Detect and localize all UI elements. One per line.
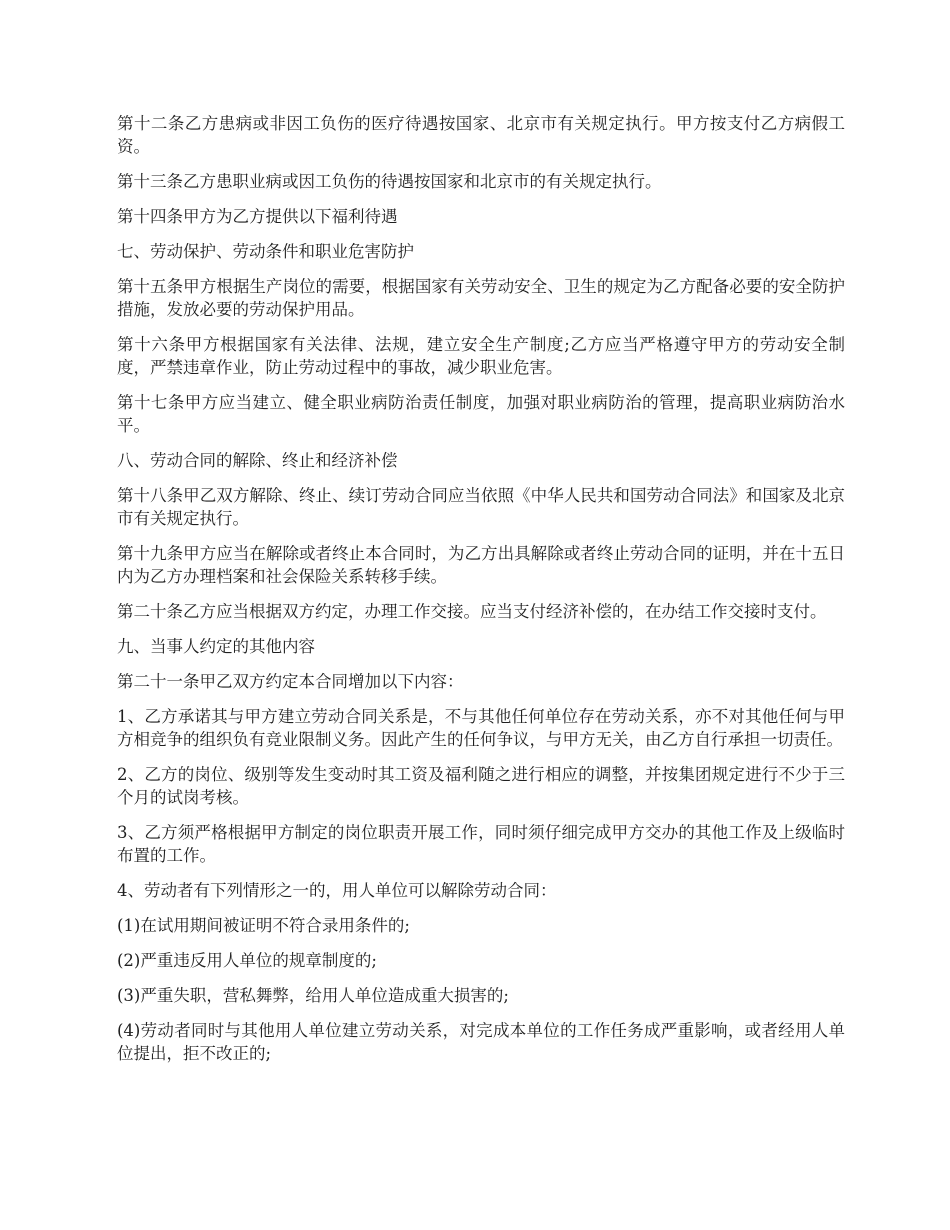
section-heading-8: 八、劳动合同的解除、终止和经济补偿 <box>117 451 398 470</box>
clause-19: 第十九条甲方应当在解除或者终止本合同时，为乙方出具解除或者终止劳动合同的证明，并在十五日内为乙方办理档案和社会保险关系转移手续。 <box>117 544 845 586</box>
clause-21: 第二十一条甲乙双方约定本合同增加以下内容： <box>117 672 464 691</box>
clause-15: 第十五条甲方根据生产岗位的需要，根据国家有关劳动安全、卫生的规定为乙方配备必要的安全防护措施，发放必要的劳动保护用品。 <box>117 277 845 319</box>
clause-12: 第十二条乙方患病或非因工负伤的医疗待遇按国家、北京市有关规定执行。甲方按支付乙方病假工资。 <box>117 114 845 156</box>
agreement-item-2: 2、乙方的岗位、级别等发生变动时其工资及福利随之进行相应的调整，并按集团规定进行不少于三个月的试岗考核。 <box>117 765 845 807</box>
clause-17: 第十七条甲方应当建立、健全职业病防治责任制度，加强对职业病防治的管理，提高职业病防治水平。 <box>117 393 845 435</box>
agreement-item-4: 4、劳动者有下列情形之一的，用人单位可以解除劳动合同： <box>117 881 557 900</box>
clause-18: 第十八条甲乙双方解除、终止、续订劳动合同应当依照《中华人民共和国劳动合同法》和国家及北京市有关规定执行。 <box>117 486 845 528</box>
clause-20: 第二十条乙方应当根据双方约定，办理工作交接。应当支付经济补偿的，在办结工作交接时支付。 <box>117 602 827 621</box>
termination-case-1: (1)在试用期间被证明不符合录用条件的; <box>117 916 410 935</box>
agreement-item-3: 3、乙方须严格根据甲方制定的岗位职责开展工作，同时须仔细完成甲方交办的其他工作及上级临时布置的工作。 <box>117 823 845 865</box>
termination-case-3: (3)严重失职，营私舞弊，给用人单位造成重大损害的; <box>117 986 509 1005</box>
section-heading-7: 七、劳动保护、劳动条件和职业危害防护 <box>117 242 414 261</box>
clause-16: 第十六条甲方根据国家有关法律、法规，建立安全生产制度;乙方应当严格遵守甲方的劳动安全制度，严禁违章作业，防止劳动过程中的事故，减少职业危害。 <box>117 335 845 377</box>
clause-13: 第十三条乙方患职业病或因工负伤的待遇按国家和北京市的有关规定执行。 <box>117 172 662 191</box>
section-heading-9: 九、当事人约定的其他内容 <box>117 637 315 656</box>
document-body <box>117 112 845 1077</box>
clause-14: 第十四条甲方为乙方提供以下福利待遇 <box>117 207 398 226</box>
agreement-item-1: 1、乙方承诺其与甲方建立劳动合同关系是，不与其他任何单位存在劳动关系，亦不对其他任何与甲方相竞争的组织负有竞业限制义务。因此产生的任何争议，与甲方无关，由乙方自行承担一切责任。 <box>117 707 845 749</box>
termination-case-4: (4)劳动者同时与其他用人单位建立劳动关系，对完成本单位的工作任务成严重影响，或者经用人单位提出，拒不改正的; <box>117 1021 845 1063</box>
termination-case-2: (2)严重违反用人单位的规章制度的; <box>117 951 377 970</box>
